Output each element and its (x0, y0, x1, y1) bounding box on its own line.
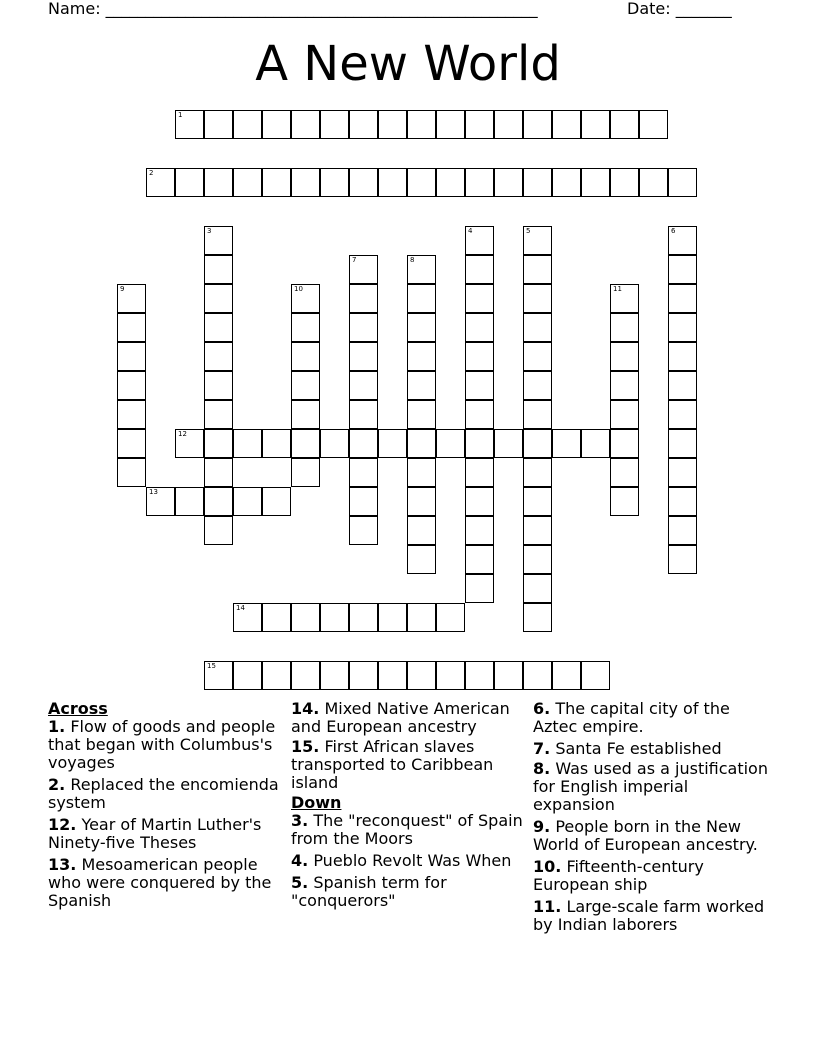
cell-number: 8 (410, 256, 415, 264)
clue-text: Flow of goods and people that began with Columbus's voyages (48, 717, 276, 772)
grid-cell[interactable] (552, 168, 581, 197)
grid-cell[interactable] (204, 661, 233, 690)
grid-cell[interactable] (291, 603, 320, 632)
grid-cell[interactable] (523, 110, 552, 139)
grid-cell[interactable] (407, 342, 436, 371)
grid-cell[interactable] (262, 168, 291, 197)
across-heading: Across (48, 699, 108, 718)
cell-number: 5 (526, 227, 531, 235)
grid-cell[interactable] (204, 429, 233, 458)
clue-number: 6. (533, 699, 551, 718)
clue-down-8 (533, 760, 769, 814)
grid-cell[interactable] (523, 516, 552, 545)
grid-cell[interactable] (610, 168, 639, 197)
grid-cell[interactable] (204, 487, 233, 516)
clue-across-1 (48, 718, 284, 772)
clue-across-13 (48, 856, 284, 910)
grid-cell[interactable] (668, 255, 697, 284)
grid-cell[interactable] (668, 400, 697, 429)
clues-column-3 (533, 700, 769, 938)
grid-cell[interactable] (407, 661, 436, 690)
grid-cell[interactable] (581, 661, 610, 690)
grid-cell[interactable] (349, 313, 378, 342)
grid-cell[interactable] (262, 487, 291, 516)
cell-number: 2 (149, 169, 154, 177)
grid-cell[interactable] (465, 168, 494, 197)
grid-cell[interactable] (494, 429, 523, 458)
grid-cell[interactable] (465, 371, 494, 400)
grid-cell[interactable] (117, 313, 146, 342)
grid-cell[interactable] (610, 110, 639, 139)
grid-cell[interactable] (494, 661, 523, 690)
cell-number: 15 (207, 662, 216, 670)
grid-cell[interactable] (552, 110, 581, 139)
grid-cell[interactable] (233, 603, 262, 632)
clue-across-12 (48, 816, 284, 852)
clue-number: 5. (291, 873, 309, 892)
grid-cell[interactable] (407, 487, 436, 516)
grid-cell[interactable] (204, 110, 233, 139)
cell-number: 7 (352, 256, 357, 264)
clue-down-3 (291, 812, 527, 848)
grid-cell[interactable] (523, 458, 552, 487)
grid-cell[interactable] (465, 487, 494, 516)
grid-cell[interactable] (523, 255, 552, 284)
grid-cell[interactable] (465, 342, 494, 371)
grid-cell[interactable] (233, 168, 262, 197)
grid-cell[interactable] (610, 284, 639, 313)
clue-number: 10. (533, 857, 562, 876)
cell-number: 12 (178, 430, 187, 438)
clue-across-2 (48, 776, 284, 812)
grid-cell[interactable] (291, 168, 320, 197)
grid-cell[interactable] (262, 110, 291, 139)
cell-number: 10 (294, 285, 303, 293)
grid-cell[interactable] (117, 458, 146, 487)
grid-cell[interactable] (291, 313, 320, 342)
grid-cell[interactable] (465, 400, 494, 429)
grid-cell[interactable] (349, 487, 378, 516)
grid-cell[interactable] (610, 371, 639, 400)
grid-cell[interactable] (291, 371, 320, 400)
grid-cell[interactable] (523, 342, 552, 371)
grid-cell[interactable] (349, 400, 378, 429)
grid-cell[interactable] (407, 545, 436, 574)
grid-cell[interactable] (436, 429, 465, 458)
clue-number: 14. (291, 699, 320, 718)
clue-number: 12. (48, 815, 77, 834)
grid-cell[interactable] (117, 284, 146, 313)
grid-cell[interactable] (581, 168, 610, 197)
grid-cell[interactable] (349, 284, 378, 313)
grid-cell[interactable] (262, 429, 291, 458)
grid-cell[interactable] (407, 429, 436, 458)
grid-cell[interactable] (523, 487, 552, 516)
grid-cell[interactable] (291, 458, 320, 487)
grid-cell[interactable] (465, 284, 494, 313)
grid-cell[interactable] (117, 400, 146, 429)
grid-cell[interactable] (668, 284, 697, 313)
clue-number: 3. (291, 811, 309, 830)
grid-cell[interactable] (436, 661, 465, 690)
grid-cell[interactable] (175, 487, 204, 516)
clue-text: Santa Fe established (555, 739, 722, 758)
clue-down-11 (533, 898, 769, 934)
grid-cell[interactable] (262, 661, 291, 690)
grid-cell[interactable] (378, 661, 407, 690)
clue-text: Fifteenth-century European ship (533, 857, 704, 894)
cell-number: 14 (236, 604, 245, 612)
grid-cell[interactable] (204, 168, 233, 197)
grid-cell[interactable] (523, 168, 552, 197)
grid-cell[interactable] (407, 110, 436, 139)
grid-cell[interactable] (436, 168, 465, 197)
grid-cell[interactable] (378, 110, 407, 139)
grid-cell[interactable] (523, 371, 552, 400)
clue-text: First African slaves transported to Caribbean island (291, 737, 494, 792)
grid-cell[interactable] (204, 313, 233, 342)
grid-cell[interactable] (610, 313, 639, 342)
grid-cell[interactable] (407, 458, 436, 487)
grid-cell[interactable] (378, 429, 407, 458)
clue-text: Mixed Native American and European ancestry (291, 699, 510, 736)
clue-number: 1. (48, 717, 66, 736)
grid-cell[interactable] (610, 429, 639, 458)
name-field-label: Name: ______________________________________________________ (48, 0, 538, 18)
clue-down-10 (533, 858, 769, 894)
clue-text: Replaced the encomienda system (48, 775, 279, 812)
grid-cell[interactable] (523, 574, 552, 603)
grid-cell[interactable] (465, 661, 494, 690)
grid-cell[interactable] (465, 429, 494, 458)
grid-cell[interactable] (523, 429, 552, 458)
cell-number: 11 (613, 285, 622, 293)
grid-cell[interactable] (610, 400, 639, 429)
grid-cell[interactable] (204, 226, 233, 255)
clue-number: 11. (533, 897, 562, 916)
clue-number: 13. (48, 855, 77, 874)
clue-number: 2. (48, 775, 66, 794)
clue-number: 4. (291, 851, 309, 870)
grid-cell[interactable] (523, 284, 552, 313)
grid-cell[interactable] (291, 342, 320, 371)
grid-cell[interactable] (465, 516, 494, 545)
grid-cell[interactable] (610, 458, 639, 487)
grid-cell[interactable] (378, 168, 407, 197)
grid-cell[interactable] (407, 371, 436, 400)
grid-cell[interactable] (523, 400, 552, 429)
clues-column-2 (291, 700, 527, 914)
grid-cell[interactable] (523, 661, 552, 690)
grid-cell[interactable] (204, 342, 233, 371)
grid-cell[interactable] (407, 284, 436, 313)
grid-cell[interactable] (204, 371, 233, 400)
grid-cell[interactable] (291, 661, 320, 690)
grid-cell[interactable] (291, 400, 320, 429)
grid-cell[interactable] (407, 255, 436, 284)
grid-cell[interactable] (465, 545, 494, 574)
grid-cell[interactable] (465, 574, 494, 603)
grid-cell[interactable] (320, 110, 349, 139)
grid-cell[interactable] (465, 458, 494, 487)
grid-cell[interactable] (668, 516, 697, 545)
clue-down-5 (291, 874, 527, 910)
clue-down-9 (533, 818, 769, 854)
cell-number: 13 (149, 488, 158, 496)
clue-text: The "reconquest" of Spain from the Moors (291, 811, 523, 848)
grid-cell[interactable] (610, 342, 639, 371)
grid-cell[interactable] (291, 110, 320, 139)
grid-cell[interactable] (175, 429, 204, 458)
grid-cell[interactable] (320, 168, 349, 197)
cell-number: 4 (468, 227, 473, 235)
clue-text: Mesoamerican people who were conquered by the Spanish (48, 855, 272, 910)
grid-cell[interactable] (233, 661, 262, 690)
cell-number: 3 (207, 227, 212, 235)
clue-down-6 (533, 700, 769, 736)
grid-cell[interactable] (465, 226, 494, 255)
grid-cell[interactable] (291, 429, 320, 458)
grid-cell[interactable] (204, 400, 233, 429)
clue-number: 15. (291, 737, 320, 756)
grid-cell[interactable] (465, 313, 494, 342)
grid-cell[interactable] (436, 110, 465, 139)
grid-cell[interactable] (407, 516, 436, 545)
grid-cell[interactable] (320, 661, 349, 690)
grid-cell[interactable] (581, 110, 610, 139)
grid-cell[interactable] (233, 487, 262, 516)
grid-cell[interactable] (349, 429, 378, 458)
grid-cell[interactable] (204, 516, 233, 545)
grid-cell[interactable] (668, 429, 697, 458)
clues-column-1 (48, 700, 284, 914)
clue-across-15 (291, 738, 527, 792)
clue-number: 7. (533, 739, 551, 758)
cell-number: 1 (178, 111, 183, 119)
grid-cell[interactable] (465, 110, 494, 139)
grid-cell[interactable] (581, 429, 610, 458)
cell-number: 9 (120, 285, 125, 293)
grid-cell[interactable] (320, 429, 349, 458)
grid-cell[interactable] (523, 226, 552, 255)
clue-text: Spanish term for "conquerors" (291, 873, 447, 910)
grid-cell[interactable] (668, 342, 697, 371)
grid-cell[interactable] (291, 284, 320, 313)
grid-cell[interactable] (494, 168, 523, 197)
grid-cell[interactable] (349, 661, 378, 690)
grid-cell[interactable] (668, 168, 697, 197)
grid-cell[interactable] (668, 545, 697, 574)
grid-cell[interactable] (146, 487, 175, 516)
grid-cell[interactable] (610, 487, 639, 516)
grid-cell[interactable] (523, 603, 552, 632)
clue-number: 8. (533, 759, 551, 778)
grid-cell[interactable] (233, 429, 262, 458)
cell-number: 6 (671, 227, 676, 235)
grid-cell[interactable] (407, 313, 436, 342)
grid-cell[interactable] (378, 603, 407, 632)
grid-cell[interactable] (233, 110, 262, 139)
clue-across-14 (291, 700, 527, 736)
grid-cell[interactable] (204, 255, 233, 284)
grid-cell[interactable] (146, 168, 175, 197)
clue-number: 9. (533, 817, 551, 836)
clue-text: Year of Martin Luther's Ninety-five Theses (48, 815, 262, 852)
clue-text: Large-scale farm worked by Indian laborers (533, 897, 765, 934)
grid-cell[interactable] (494, 110, 523, 139)
grid-cell[interactable] (668, 226, 697, 255)
puzzle-title: A New World (255, 36, 561, 92)
grid-cell[interactable] (407, 400, 436, 429)
clue-text: The capital city of the Aztec empire. (533, 699, 730, 736)
grid-cell[interactable] (349, 110, 378, 139)
clue-down-4 (291, 852, 527, 870)
grid-cell[interactable] (117, 371, 146, 400)
grid-cell[interactable] (117, 342, 146, 371)
grid-cell[interactable] (668, 371, 697, 400)
grid-cell[interactable] (523, 545, 552, 574)
grid-cell[interactable] (407, 603, 436, 632)
grid-cell[interactable] (349, 603, 378, 632)
grid-cell[interactable] (668, 313, 697, 342)
grid-cell[interactable] (552, 429, 581, 458)
grid-cell[interactable] (175, 168, 204, 197)
grid-cell[interactable] (465, 255, 494, 284)
date-field-label: Date: _______ (627, 0, 732, 18)
clue-text: Was used as a justification for English imperial expansion (533, 759, 768, 814)
clue-text: Pueblo Revolt Was When (313, 851, 512, 870)
grid-cell[interactable] (523, 313, 552, 342)
grid-cell[interactable] (204, 284, 233, 313)
grid-cell[interactable] (320, 603, 349, 632)
clue-text: People born in the New World of European ancestry. (533, 817, 758, 854)
grid-cell[interactable] (639, 110, 668, 139)
grid-cell[interactable] (349, 516, 378, 545)
grid-cell[interactable] (436, 603, 465, 632)
grid-cell[interactable] (407, 168, 436, 197)
grid-cell[interactable] (175, 110, 204, 139)
grid-cell[interactable] (668, 487, 697, 516)
grid-cell[interactable] (349, 371, 378, 400)
grid-cell[interactable] (639, 168, 668, 197)
grid-cell[interactable] (349, 255, 378, 284)
grid-cell[interactable] (349, 168, 378, 197)
grid-cell[interactable] (262, 603, 291, 632)
grid-cell[interactable] (668, 458, 697, 487)
grid-cell[interactable] (349, 458, 378, 487)
grid-cell[interactable] (552, 661, 581, 690)
grid-cell[interactable] (349, 342, 378, 371)
clue-down-7 (533, 740, 769, 758)
grid-cell[interactable] (117, 429, 146, 458)
down-heading: Down (291, 793, 342, 812)
grid-cell[interactable] (204, 458, 233, 487)
